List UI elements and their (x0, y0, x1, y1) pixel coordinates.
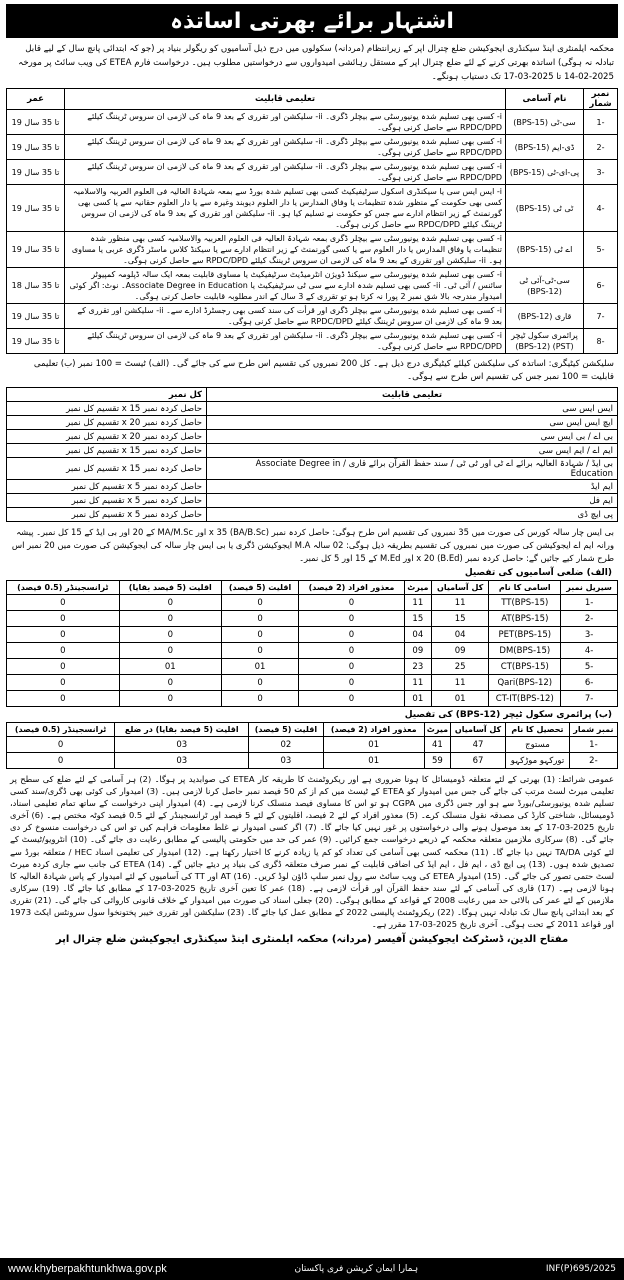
table-cell: 0 (119, 611, 221, 627)
district-posts-table (6, 580, 618, 707)
row-qualification: i- کسی بھی تسلیم شدہ یونیورسٹی سے بیچلر ڈگری اور قرأت کی سند کسی بھی رجسٹرڈ ادارے سے۔ ii- سلیکشن اور تقرری کے بعد 9 ماہ کی لازمی ان سروس ٹریننگ کیلئے RPDC/DPD سے حاصل کرنی ہوگی۔ (65, 304, 506, 329)
table-row (7, 185, 618, 232)
table-cell: 01 (431, 691, 489, 707)
table-cell: 01 (119, 659, 221, 675)
table-cell: 0 (299, 627, 405, 643)
footer-code: INF(P)695/2025 (545, 1264, 616, 1274)
row-qualification: i- کسی بھی تسلیم شدہ یونیورسٹی سے بیچلر ڈگری۔ ii- سلیکشن اور تقرری کے بعد 9 ماہ کی لازمی ان سروس ٹریننگ کیلئے RPDC/DPD سے حاصل کرنی ہوگی۔ (65, 160, 506, 185)
footer-website: www.khyberpakhtunkhwa.gov.pk (8, 1263, 167, 1275)
table-cell: 09 (431, 643, 489, 659)
table-row (7, 110, 618, 135)
table-cell: 11 (431, 675, 489, 691)
header-total-posts: کل آسامیاں (450, 723, 505, 737)
header-sr: نمبر شمار (584, 89, 618, 110)
table-cell: 59 (424, 753, 450, 769)
table-cell: 67 (450, 753, 505, 769)
table-cell: 0 (7, 675, 120, 691)
table-cell: 25 (431, 659, 489, 675)
table-cell: 01 (404, 691, 431, 707)
table-cell: 15 (404, 611, 431, 627)
row-qualification: بی اے / بی ایس سی (207, 430, 618, 444)
row-sr: -3 (584, 160, 618, 185)
table-cell: 0 (119, 675, 221, 691)
table-row (7, 494, 618, 508)
row-marks: حاصل کردہ نمبر x 5 تقسیم کل نمبر (7, 480, 207, 494)
table-cell: -2 (561, 611, 618, 627)
row-post: پی-ای-ٹی (BPS-15) (506, 160, 584, 185)
table-cell: 01 (323, 737, 424, 753)
table-cell: 0 (7, 737, 115, 753)
table-row (7, 160, 618, 185)
row-qualification: ایم اے / ایم ایس سی (207, 444, 618, 458)
row-qualification: i- کسی بھی تسلیم شدہ یونیورسٹی سے بیچلر ڈگری بمعہ شہادۃ العالیہ فی العلوم العربیہ والاسلامیہ کسی بھی منظور شدہ تنظیمات یا وفاق المدارس یا دار العلوم سے یا کسی گورنمنٹ کے زیر انتظام ادارے سے یا سیکنڈ کلاس ماسٹر ڈگری عربی یا مساوی ہو۔ ii- سلیکشن اور تقرری کے بعد 9 ماہ کی لازمی ان سروس ٹریننگ کیلئے RPDC/DPD سے حاصل کرنی ہوگی۔ (65, 232, 506, 268)
table-cell: TT(BPS-15) (489, 595, 561, 611)
row-marks: حاصل کردہ نمبر x 5 تقسیم کل نمبر (7, 494, 207, 508)
pst-posts-table (6, 722, 618, 769)
row-age: 19 تا 35 سال (7, 329, 65, 354)
row-age: 19 تا 35 سال (7, 135, 65, 160)
row-sr: -5 (584, 232, 618, 268)
header-minority-balance: اقلیت (5 فیصد بقایا) در ضلع (115, 723, 249, 737)
header-post-name: اسامی کا نام (489, 581, 561, 595)
table-cell: 0 (221, 643, 298, 659)
row-qualification: i- کسی بھی تسلیم شدہ یونیورسٹی سے بیچلر ڈگری۔ ii- سلیکشن اور تقرری کے بعد 9 ماہ کی لازمی ان سروس ٹریننگ کیلئے RPDC/DPD سے حاصل کرنی ہوگی۔ (65, 110, 506, 135)
table-cell: 0 (221, 595, 298, 611)
table-cell: AT(BPS-15) (489, 611, 561, 627)
header-merit: میرٹ (404, 581, 431, 595)
table-cell: 23 (404, 659, 431, 675)
table-row (7, 595, 618, 611)
table-cell: تورکہو موڑکہو (506, 753, 570, 769)
row-post: سی-ٹی-آئی ٹی (BPS-12) (506, 268, 584, 304)
table-cell: -6 (561, 675, 618, 691)
table-cell: 0 (119, 595, 221, 611)
table-cell: 0 (7, 691, 120, 707)
row-sr: -4 (584, 185, 618, 232)
ad-title: اشتہار برائے بھرتی اساتذہ (6, 4, 618, 38)
table-row (7, 135, 618, 160)
table-cell: 0 (7, 627, 120, 643)
row-marks: حاصل کردہ نمبر x 20 تقسیم کل نمبر (7, 416, 207, 430)
row-age: 18 تا 35 سال (7, 268, 65, 304)
marks-table (6, 387, 618, 522)
row-sr: -2 (584, 135, 618, 160)
table-cell: Qari(BPS-12) (489, 675, 561, 691)
row-qualification: i- کسی بھی تسلیم شدہ یونیورسٹی سے بیچلر ڈگری۔ ii- سلیکشن اور تقرری کے بعد 9 ماہ کی لازمی ان سروس ٹریننگ کیلئے RPDC/DPD سے حاصل کرنی ہوگی۔ (65, 329, 506, 354)
table-row (7, 480, 618, 494)
general-conditions: عمومی شرائط: (1) بھرتی کے لئے متعلقہ ڈومیسائل کا ہونا ضروری ہے اور ریکروٹمنٹ کا طریقہ کار ETEA کی صوابدید پر ہوگا۔ (2) ہر آسامی کے لئے ضلع کی سطح پر تعلیمی میرٹ لسٹ مرتب کی جائے گی جس میں امیدوار کو ETEA کے ٹیسٹ میں کم از کم 50 فیصد نمبر حاصل کرنا لازمی ہیں۔ (3) امیدوار کی کوئی بھی ڈگری/سند کسی تسلیم شدہ یونیورسٹی/بورڈ سے ہو اور جس ڈگری میں CGPA ہو تو اس کا مساوی فیصد منسلک کرنا لازمی ہے۔ (4) امیدوار اپنی درخواست کے ساتھ تمام تعلیمی اسناد، ڈومیسائل، شناختی کارڈ کی مصدقہ نقول منسلک کرے۔ (5) معذور افراد کے لئے 2 فیصد، اقلیتوں کے لئے 5 فیصد اور ٹرانسجینڈر کے لئے 0.5 فیصد کوٹہ مختص ہے۔ (6) آخری تاریخ 2025-03-17 کے بعد موصول ہونے والی درخواستوں پر غور نہیں کیا جائے گا۔ (7) اگر کسی امیدوار نے غلط معلومات فراہم کیں تو اس کی درخواست منسوخ کر دی جائے گی۔ (8) سرکاری ملازمین متعلقہ محکمہ کے ذریعے درخواست جمع کرائیں۔ (9) عمر کی حد میں حکومتی پالیسی کے مطابق رعایت دی جائے گی۔ (10) انٹرویو/ٹیسٹ کے لئے کوئی TA/DA نہیں دیا جائے گا۔ (11) محکمہ کسی بھی آسامی کی تعداد کو کم یا زیادہ کرنے کا اختیار رکھتا ہے۔ (12) امیدوار کی تعلیمی اسناد HEC / متعلقہ بورڈ سے تصدیق شدہ ہوں۔ (13) پی ایچ ڈی ، ایم فل ، ایم ایڈ کی اضافی قابلیت کے نمبر صرف متعلقہ ڈگری کی بنیاد پر دیئے جائیں گے۔ (14) ETEA کی جانب سے جاری کردہ میرٹ لسٹ حتمی تصور کی جائے گی۔ (15) امیدوار ETEA کی ویب سائٹ سے رول نمبر سلپ ڈاؤن لوڈ کریں۔ (16) AT اور TT کی آسامیوں کے لئے امیدوار کے پاس شہادۃ العالیہ کا ہونا لازمی ہے۔ (17) قاری کی آسامی کے لئے سند حفظ القرآن اور قرأت لازمی ہے۔ (18) عمر کا تعین آخری تاریخ 2025-03-17 کے مطابق کیا جائے گا۔ (19) سرکاری ملازمین کے لئے عمر کی بالائی حد میں رعایت 2008 کے قواعد کے مطابق ہوگی۔ (20) جعلی اسناد کی صورت میں امیدوار کے خلاف قانونی کاروائی کی جائے گی۔ (21) تقرری کے بعد ابتدائی پانچ سال تک تبادلہ نہیں ہوگا۔ (22) ریکروٹمنٹ پالیسی 2022 کے مطابق عمل کیا جائے گا۔ (23) سلیکشن اور تقرری خیبر پختونخوا سول سرونٹس ایکٹ 1973 اور قواعد 2011 کے تحت ہوگی۔ آخری تاریخ 2025-03-17 مقرر ہے۔ (10, 774, 615, 930)
table-cell: 0 (119, 627, 221, 643)
table-cell: 11 (404, 595, 431, 611)
table-row (7, 691, 618, 707)
table-row (7, 402, 618, 416)
row-qualification: پی ایچ ڈی (207, 508, 618, 522)
footer-bar (0, 1258, 624, 1280)
table-row (7, 329, 618, 354)
header-total-posts: کل آسامیاں (431, 581, 489, 595)
header-qualification: تعلیمی قابلیت (207, 388, 618, 402)
row-age: 19 تا 35 سال (7, 232, 65, 268)
header-serial: نمبر شمار (569, 723, 617, 737)
table-cell: -4 (561, 643, 618, 659)
table-cell: 0 (299, 691, 405, 707)
table-cell: 11 (404, 675, 431, 691)
table-cell: 09 (404, 643, 431, 659)
selection-criteria-note: سلیکشن کیٹیگری: اساتذہ کی سلیکشن کیلئے کیٹیگری درج ذیل ہے۔ کل 200 نمبروں کی تقسیم اس طرح سے کی جائے گی۔ (الف) ٹیسٹ = 100 نمبر (ب) تعلیمی قابلیت = 100 نمبر جس کی تقسیم اس طرح سے ہوگی۔ (33, 359, 614, 382)
table-cell: 47 (450, 737, 505, 753)
header-minority-quota: اقلیت (5 فیصد) (221, 581, 298, 595)
row-age: 19 تا 35 سال (7, 185, 65, 232)
district-posts-heading: (الف) ضلعی آسامیوں کی تفصیل (464, 568, 612, 578)
signature-line: مفتاح الدین، ڈسٹرکٹ ایجوکیشن آفیسر (مردانہ) محکمہ ایلمنٹری اینڈ سیکنڈری ایجوکیشن ضلع چترال اپر (55, 934, 569, 946)
row-sr: -8 (584, 329, 618, 354)
table-row (7, 611, 618, 627)
table-cell: CT-IT(BPS-12) (489, 691, 561, 707)
row-post: قاری (BPS-12) (506, 304, 584, 329)
table-row (7, 737, 618, 753)
header-minority-balance: اقلیت (5 فیصد بقایا) (119, 581, 221, 595)
row-marks: حاصل کردہ نمبر x 5 تقسیم کل نمبر (7, 508, 207, 522)
header-qualification: تعلیمی قابلیت (65, 89, 506, 110)
table-row (7, 444, 618, 458)
header-transgender-quota: ٹرانسجینڈر (0.5 فیصد) (7, 581, 120, 595)
row-qualification: ایم فل (207, 494, 618, 508)
table-cell: 03 (115, 753, 249, 769)
table-cell: 11 (431, 595, 489, 611)
table-cell: 0 (299, 675, 405, 691)
row-post: پرائمری سکول ٹیچر (PST) (BPS-12) (506, 329, 584, 354)
header-serial: سیریل نمبر (561, 581, 618, 595)
header-merit: میرٹ (424, 723, 450, 737)
table-row (7, 643, 618, 659)
pst-posts-heading: (ب) پرائمری سکول ٹیچر (BPS-12) کی تفصیل (404, 710, 612, 720)
header-transgender-quota: ٹرانسجینڈر (0.5 فیصد) (7, 723, 115, 737)
row-qualification: ایم ایڈ (207, 480, 618, 494)
row-qualification: ایس ایس سی (207, 402, 618, 416)
row-age: 19 تا 35 سال (7, 110, 65, 135)
row-marks: حاصل کردہ نمبر x 15 تقسیم کل نمبر (7, 444, 207, 458)
table-cell: 0 (299, 643, 405, 659)
table-cell: 03 (115, 737, 249, 753)
row-qualification: بی ایڈ / شہادۃ العالیہ برائے اے ٹی اور ٹی ٹی / سند حفظ القرآن برائے قاری / Associate Degree in Education (207, 458, 618, 480)
table-cell: 0 (299, 611, 405, 627)
table-cell: 0 (221, 611, 298, 627)
table-row (7, 508, 618, 522)
intro-paragraph: محکمہ ایلمنٹری اینڈ سیکنڈری ایجوکیشن ضلع چترال اپر کے زیرانتظام (مردانہ) سکولوں میں درج ذیل آسامیوں کو ریگولر بنیاد پر (جو کہ ابتدائی پانچ سال کے لیے قابل تبادلہ نہ ہوگی) اساتذہ بھرتی کرنے کے لئے ضلع چترال اپر کے مستقل رہائشی امیدواروں سے درخواستیں مطلوب ہیں۔ درخواست فارم ETEA کی ویب سائٹ پر مورخہ 2025-02-14 تا 2025-03-17 تک دستیاب ہونگے۔ (18, 44, 614, 82)
row-post: ڈی-ایم (BPS-15) (506, 135, 584, 160)
table-row (7, 753, 618, 769)
table-cell: 0 (221, 691, 298, 707)
row-qualification: ایچ ایس ایس سی (207, 416, 618, 430)
table-cell: 0 (299, 595, 405, 611)
table-cell: 41 (424, 737, 450, 753)
table-cell: 0 (7, 595, 120, 611)
table-row (7, 416, 618, 430)
table-cell: 0 (7, 611, 120, 627)
table-cell: CT(BPS-15) (489, 659, 561, 675)
table-row (7, 268, 618, 304)
row-qualification: i- کسی بھی تسلیم شدہ یونیورسٹی سے بیچلر ڈگری۔ ii- سلیکشن اور تقرری کے بعد 9 ماہ کی لازمی ان سروس ٹریننگ کیلئے RPDC/DPD سے حاصل کرنی ہوگی۔ (65, 135, 506, 160)
header-age: عمر (7, 89, 65, 110)
table-row (7, 627, 618, 643)
posts-table (6, 88, 618, 354)
table-cell: -1 (561, 595, 618, 611)
table-cell: 01 (323, 753, 424, 769)
header-post: نام آسامی (506, 89, 584, 110)
table-cell: 0 (299, 659, 405, 675)
table-row (7, 659, 618, 675)
header-disabled-quota: معذور افراد (2 فیصد) (299, 581, 405, 595)
row-marks: حاصل کردہ نمبر x 15 تقسیم کل نمبر (7, 402, 207, 416)
table-cell: مستوج (506, 737, 570, 753)
row-marks: حاصل کردہ نمبر x 15 تقسیم کل نمبر (7, 458, 207, 480)
row-qualification: i- ایس ایس سی یا سیکنڈری اسکول سرٹیفیکیٹ کسی بھی تسلیم شدہ بورڈ سے بمعہ شہادۃ العالیہ فی العلوم العربیہ والاسلامیہ کسی بھی حکومت کے منظور شدہ تنظیمات یا وفاق المدارس یا دار العلوم دیوبند وغیرہ سے یا دار العلوم حقانیہ سے یا کسی بھی گورنمنٹ کے زیر انتظام ادارے سے جس کو حکومت نے تسلیم کیا ہو۔ ii- سلیکشن اور تقرری کے بعد 9 ماہ کی لازمی ان سروس ٹریننگ کیلئے RPDC/DPD سے حاصل کرنی ہوگی۔ (65, 185, 506, 232)
table-row (7, 458, 618, 480)
table-cell: -3 (561, 627, 618, 643)
table-cell: 0 (119, 643, 221, 659)
table-cell: 0 (221, 627, 298, 643)
table-cell: -1 (569, 737, 617, 753)
table-cell: 03 (249, 753, 323, 769)
table-cell: -2 (569, 753, 617, 769)
header-tehsil: تحصیل کا نام (506, 723, 570, 737)
table-row (7, 304, 618, 329)
table-cell: PET(BPS-15) (489, 627, 561, 643)
table-row (7, 430, 618, 444)
table-cell: 01 (221, 659, 298, 675)
row-sr: -1 (584, 110, 618, 135)
table-row (7, 675, 618, 691)
footer-slogan: ہمارا ایمان کرپشن فری پاکستان (294, 1264, 419, 1274)
table-cell: 0 (221, 675, 298, 691)
row-age: 19 تا 35 سال (7, 160, 65, 185)
table-cell: DM(BPS-15) (489, 643, 561, 659)
table-cell: 02 (249, 737, 323, 753)
row-qualification: i- کسی بھی تسلیم شدہ یونیورسٹی سے سیکنڈ ڈویژن انٹرمیڈیٹ سرٹیفیکیٹ یا مساوی قابلیت بمعہ ایک سالہ ڈپلومہ کمپیوٹر سائنس / آئی ٹی۔ ii- کسی بھی تسلیم شدہ ادارے سے سی ٹی سرٹیفیکیٹ یا Associate Degree in Education۔ نوٹ: اگر کوئی امیدوار مندرجہ بالا شق نمبر 2 پورا نہ کرتا ہو تو تقرری کے 3 سال کے اندر مطلوبہ قابلیت حاصل کرنی ہوگی۔ (65, 268, 506, 304)
table-cell: 0 (7, 659, 120, 675)
row-post: سی-ٹی (BPS-15) (506, 110, 584, 135)
table-cell: 0 (119, 691, 221, 707)
table-cell: -5 (561, 659, 618, 675)
row-sr: -6 (584, 268, 618, 304)
row-marks: حاصل کردہ نمبر x 20 تقسیم کل نمبر (7, 430, 207, 444)
row-post: ٹی ٹی (BPS-15) (506, 185, 584, 232)
header-disabled-quota: معذور افراد (2 فیصد) (323, 723, 424, 737)
row-sr: -7 (584, 304, 618, 329)
header-minority-quota: اقلیت (5 فیصد) (249, 723, 323, 737)
table-cell: 15 (431, 611, 489, 627)
table-cell: 0 (7, 643, 120, 659)
header-marks: کل نمبر (7, 388, 207, 402)
table-cell: 0 (7, 753, 115, 769)
table-cell: -7 (561, 691, 618, 707)
marks-distribution-note: بی ایس چار سالہ کورس کی صورت میں 35 نمبروں کی تقسیم اس طرح ہوگی: حاصل کردہ نمبر (BA/B.Sc) x 35 اور MA/M.Sc کے 20 اور بی ایڈ کے 15 کل نمبر۔ پیشہ ورانہ ایم اے ایجوکیشن کی صورت میں نمبروں کی تقسیم بطریقہ ذیل ہوگی: 02 سالہ M.A ایجوکیشن ڈگری یا بی ایس چار سالہ کی ایجوکیشن کی صورت میں 20 نمبر اس طرح شمار کیے جائیں گے: حاصل کردہ نمبر (B.Ed) x 20 اور M.Ed کے 15 اور 5 کل نمبر۔ (11, 527, 614, 563)
table-cell: 04 (404, 627, 431, 643)
row-age: 19 تا 35 سال (7, 304, 65, 329)
row-post: اے ٹی (BPS-15) (506, 232, 584, 268)
table-row (7, 232, 618, 268)
table-cell: 04 (431, 627, 489, 643)
